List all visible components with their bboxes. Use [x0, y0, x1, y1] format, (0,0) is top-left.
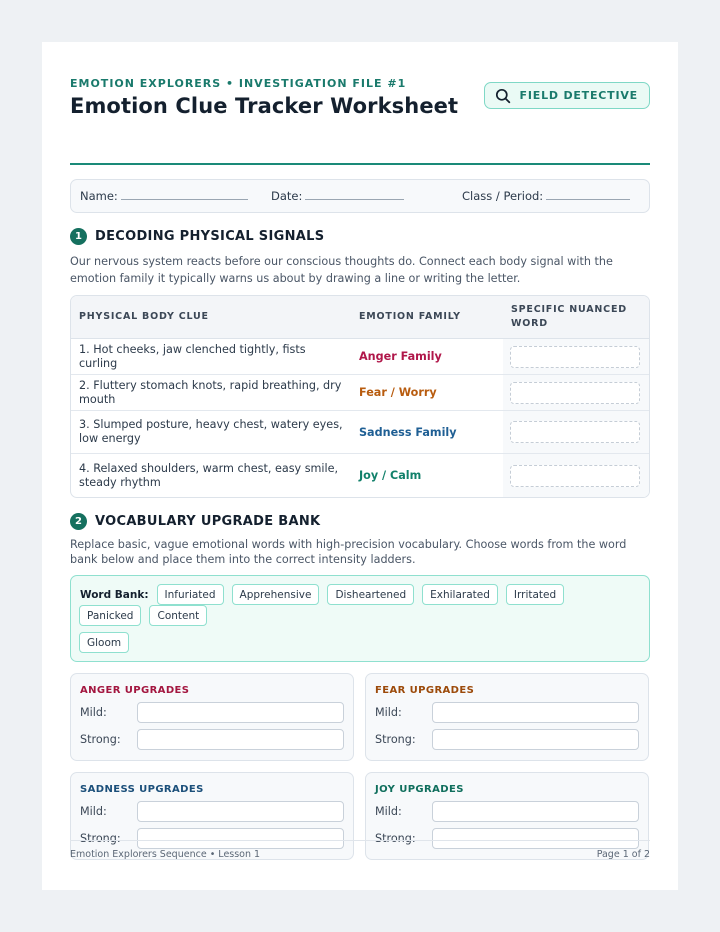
page-title: Emotion Clue Tracker Worksheet [70, 94, 459, 118]
word-bank [70, 575, 650, 662]
date-label: Date: [271, 189, 303, 203]
emotion-family-cell: Sadness Family [359, 425, 457, 439]
mild-label: Mild: [80, 805, 107, 818]
mild-input[interactable] [137, 702, 344, 723]
section-2-number: 2 [70, 513, 87, 530]
search-icon [495, 88, 511, 104]
word-chip[interactable]: Exhilarated [422, 584, 498, 605]
body-clue-cell: 2. Fluttery stomach knots, rapid breathing, dry mouth [79, 378, 342, 406]
strong-input[interactable] [137, 729, 344, 750]
body-clue-cell: 1. Hot cheeks, jaw clenched tightly, fists curling [79, 342, 306, 370]
mild-row [80, 702, 344, 723]
section-1-title: DECODING PHYSICAL SIGNALS [95, 229, 325, 244]
mild-input[interactable] [137, 801, 344, 822]
eyebrow-text: EMOTION EXPLORERS • INVESTIGATION FILE #1 [70, 77, 407, 90]
section-2-heading [70, 513, 650, 530]
strong-row [375, 729, 639, 750]
emotion-family-cell: Fear / Worry [359, 386, 437, 399]
column-header-clue: PHYSICAL BODY CLUE [79, 311, 209, 322]
word-chip[interactable]: Apprehensive [232, 584, 320, 605]
mild-input[interactable] [432, 801, 639, 822]
class-period-field[interactable] [462, 189, 630, 203]
date-field[interactable] [271, 189, 404, 203]
upgrade-card-title: SADNESS UPGRADES [80, 784, 204, 795]
strong-label: Strong: [80, 832, 121, 845]
table-row [71, 339, 649, 375]
table-header [71, 296, 649, 339]
word-chip[interactable]: Irritated [506, 584, 564, 605]
student-info-box [70, 179, 650, 213]
upgrade-card [70, 673, 354, 761]
name-label: Name: [80, 189, 118, 203]
page-footer [70, 840, 650, 860]
section-1-description: Our nervous system reacts before our conscious thoughts do. Connect each body signal with the emotion family it typically warns us about by drawing a line or writing the letter. [70, 255, 613, 285]
nuanced-word-input[interactable] [510, 421, 640, 443]
nuanced-word-cell [503, 375, 649, 410]
emotion-family-cell: Joy / Calm [359, 469, 422, 482]
upgrade-card [365, 673, 649, 761]
body-clue-cell: 4. Relaxed shoulders, warm chest, easy smile, steady rhythm [79, 461, 339, 489]
mild-label: Mild: [375, 706, 402, 719]
strong-row [80, 729, 344, 750]
nuanced-word-cell [503, 339, 649, 374]
section-2-description: Replace basic, vague emotional words with high-precision vocabulary. Choose words from the word bank below and place them into the correct intensity ladders. [70, 538, 627, 566]
footer-page-number: Page 1 of 2 [596, 849, 650, 860]
nuanced-word-cell [503, 454, 649, 497]
signals-table [70, 295, 650, 498]
footer-left: Emotion Explorers Sequence • Lesson 1 [70, 849, 261, 860]
column-header-family: EMOTION FAMILY [359, 311, 461, 322]
section-2-title: VOCABULARY UPGRADE BANK [95, 514, 321, 529]
name-line [121, 199, 248, 200]
strong-input[interactable] [432, 729, 639, 750]
table-row [71, 411, 649, 454]
mild-label: Mild: [375, 805, 402, 818]
strong-label: Strong: [80, 733, 121, 746]
mild-input[interactable] [432, 702, 639, 723]
section-1-heading [70, 228, 650, 245]
upgrade-cards-grid [70, 673, 650, 860]
column-header-word: SPECIFIC NUANCED WORD [511, 304, 627, 329]
strong-label: Strong: [375, 733, 416, 746]
name-field[interactable] [80, 189, 248, 203]
upgrade-card-title: FEAR UPGRADES [375, 685, 475, 696]
table-row [71, 454, 649, 497]
mild-row [375, 702, 639, 723]
mild-row [80, 801, 344, 822]
table-row [71, 375, 649, 411]
class-period-label: Class / Period: [462, 189, 544, 203]
word-chip[interactable]: Content [149, 605, 207, 626]
upgrade-card-title: ANGER UPGRADES [80, 685, 190, 696]
class-period-line [546, 199, 630, 200]
nuanced-word-input[interactable] [510, 465, 640, 487]
word-bank-label: Word Bank: [80, 588, 149, 601]
word-chip[interactable]: Infuriated [157, 584, 224, 605]
upgrade-card-title: JOY UPGRADES [375, 784, 464, 795]
badge-label: FIELD DETECTIVE [519, 89, 638, 102]
date-line [305, 199, 404, 200]
strong-label: Strong: [375, 832, 416, 845]
nuanced-word-input[interactable] [510, 382, 640, 404]
worksheet-header [70, 77, 650, 165]
word-chip[interactable]: Gloom [79, 632, 129, 653]
section-1-number: 1 [70, 228, 87, 245]
emotion-family-cell: Anger Family [359, 350, 442, 363]
mild-row [375, 801, 639, 822]
worksheet-page [42, 42, 678, 890]
word-chip[interactable]: Disheartened [327, 584, 414, 605]
field-detective-badge [484, 82, 650, 109]
table-body [71, 339, 649, 497]
word-chip[interactable]: Panicked [79, 605, 141, 626]
nuanced-word-input[interactable] [510, 346, 640, 368]
nuanced-word-cell [503, 411, 649, 453]
body-clue-cell: 3. Slumped posture, heavy chest, watery eyes, low energy [79, 418, 343, 445]
mild-label: Mild: [80, 706, 107, 719]
